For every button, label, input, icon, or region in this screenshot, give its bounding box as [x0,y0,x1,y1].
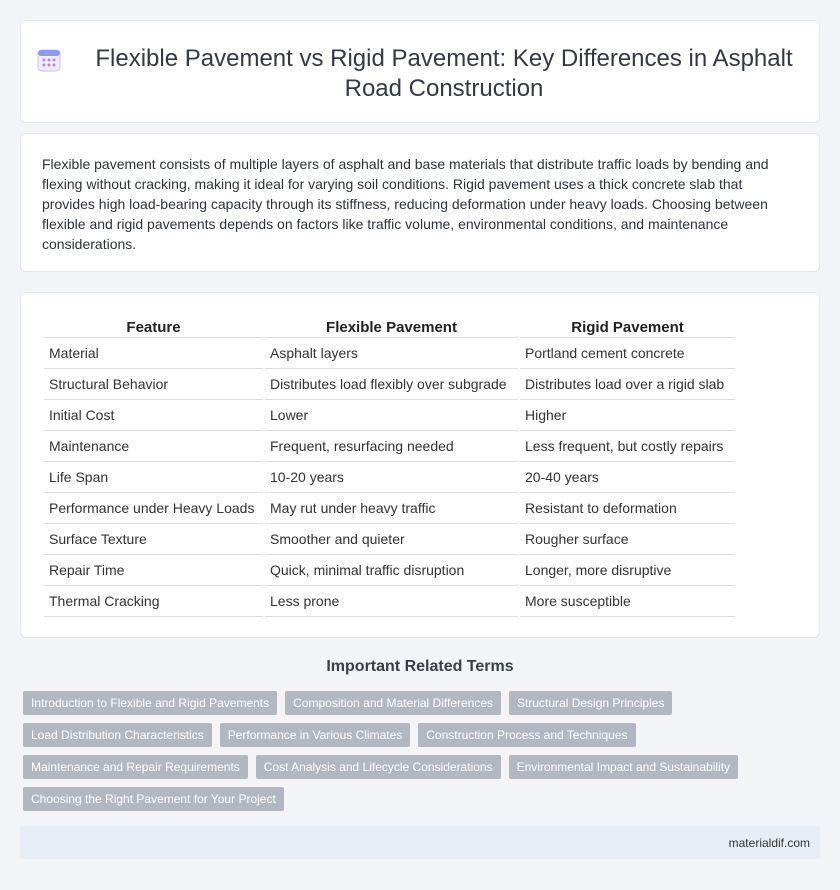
table-cell: Longer, more disruptive [520,555,735,586]
column-header-flexible: Flexible Pavement [265,315,518,338]
table-cell: Less prone [265,586,518,617]
page-title: Flexible Pavement vs Rigid Pavement: Key Differences in Asphalt Road Construction [95,45,793,102]
table-row [44,493,735,524]
column-header-rigid: Rigid Pavement [520,315,735,338]
related-term-tag[interactable]: Composition and Material Differences [285,691,501,715]
table-row [44,524,735,555]
related-term-tag[interactable]: Cost Analysis and Lifecycle Considerations [256,755,501,779]
calendar-icon [36,47,62,73]
table-cell: 20-40 years [520,462,735,493]
related-term-tag[interactable]: Structural Design Principles [509,691,672,715]
table-cell: Portland cement concrete [520,338,735,369]
table-row [44,431,735,462]
column-header-feature: Feature [44,315,263,338]
table-cell: Surface Texture [44,524,263,555]
comparison-card [20,292,820,638]
table-cell: Rougher surface [520,524,735,555]
table-cell: Less frequent, but costly repairs [520,431,735,462]
table-cell: Frequent, resurfacing needed [265,431,518,462]
table-cell: Thermal Cracking [44,586,263,617]
table-cell: Asphalt layers [265,338,518,369]
table-header-row [44,315,735,338]
table-row [44,586,735,617]
table-row [44,462,735,493]
intro-paragraph: Flexible pavement consists of multiple layers of asphalt and base materials that distribute traffic loads by bending and flexing without cracking, making it ideal for varying soil conditions. Rigid pavement uses a thick concrete slab that provides high load-bearing capacity through its stiffness, reducing deformation under heavy loads. Choosing between flexible and rigid pavements depends on factors like traffic volume, environmental conditions, and maintenance considerations. [42,156,769,252]
related-term-tag[interactable]: Construction Process and Techniques [418,723,635,747]
table-cell: Quick, minimal traffic disruption [265,555,518,586]
related-terms-list [23,691,823,811]
table-cell: Distributes load over a rigid slab [520,369,735,400]
table-cell: Lower [265,400,518,431]
table-cell: Structural Behavior [44,369,263,400]
table-cell: May rut under heavy traffic [265,493,518,524]
table-cell: Smoother and quieter [265,524,518,555]
table-row [44,555,735,586]
related-term-tag[interactable]: Maintenance and Repair Requirements [23,755,248,779]
related-terms-heading: Important Related Terms [326,658,514,675]
related-term-tag[interactable]: Performance in Various Climates [220,723,411,747]
table-row [44,338,735,369]
related-term-tag[interactable]: Choosing the Right Pavement for Your Project [23,787,284,811]
table-cell: Life Span [44,462,263,493]
footer-site-link[interactable]: materialdif.com [728,836,810,850]
header-card [20,20,820,123]
related-term-tag[interactable]: Load Distribution Characteristics [23,723,212,747]
table-cell: Material [44,338,263,369]
table-cell: Performance under Heavy Loads [44,493,263,524]
table-cell: 10-20 years [265,462,518,493]
intro-card [20,133,820,272]
related-term-tag[interactable]: Environmental Impact and Sustainability [509,755,738,779]
comparison-table [42,315,737,617]
table-cell: Repair Time [44,555,263,586]
table-cell: Maintenance [44,431,263,462]
table-cell: Initial Cost [44,400,263,431]
table-cell: More susceptible [520,586,735,617]
table-row [44,369,735,400]
related-term-tag[interactable]: Introduction to Flexible and Rigid Pavements [23,691,277,715]
table-cell: Distributes load flexibly over subgrade [265,369,518,400]
table-cell: Higher [520,400,735,431]
footer [20,826,820,859]
table-cell: Resistant to deformation [520,493,735,524]
table-row [44,400,735,431]
